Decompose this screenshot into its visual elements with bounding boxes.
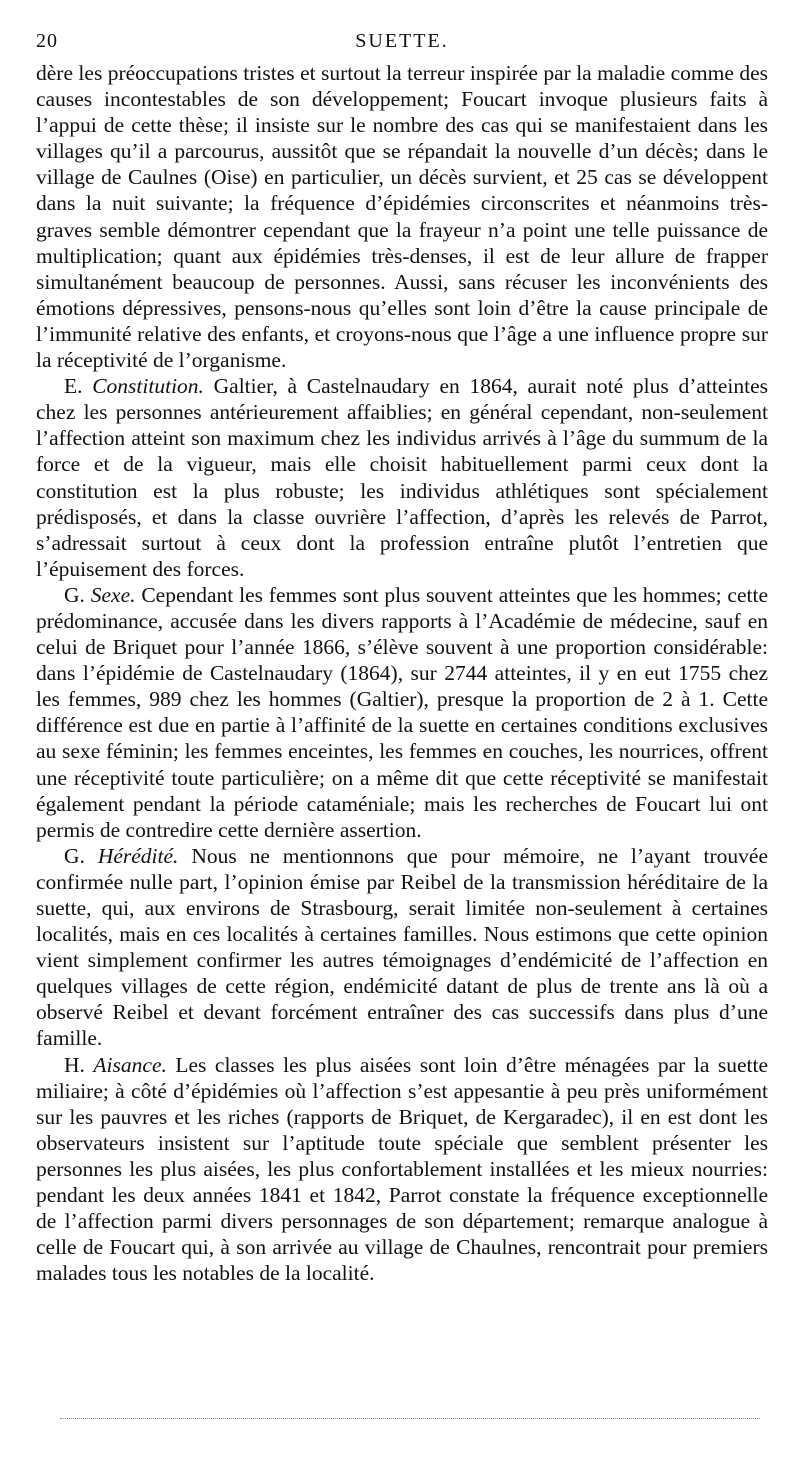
- section-letter: H.: [64, 1052, 85, 1077]
- paragraph-text: Cependant les femmes sont plus souvent atteintes que les hommes; cette prédominance, accusée dans les divers rapports à l’Académie de médecine, sauf en celui de Briquet pour l’année 1866, s’élève souvent à une proportion considérable: dans l’épidémie de Castelnaudary (1864), sur 2744 atteintes, il y en eut 1755 chez les femmes, 989 chez les hommes (Galtier), presque la proportion de 2 à 1. Cette différence est due en partie à l’affinité de la suette en certaines conditions exclusives au sexe féminin; les femmes enceintes, les femmes en couches, les nourrices, offrent une réceptivité toute particulière; on a même dit que cette réceptivité se manifestait également pendant la période cataméniale; mais les recherches de Foucart lui ont permis de contredire cette dernière assertion.: [36, 582, 769, 842]
- section-letter: G.: [64, 843, 85, 868]
- page-header: [36, 26, 768, 60]
- footer-divider: [60, 1418, 760, 1419]
- page-number: 20: [36, 30, 58, 52]
- paragraph-continuation: [36, 60, 768, 373]
- section-title: Aisance.: [93, 1052, 167, 1077]
- paragraph-aisance: [36, 1052, 768, 1287]
- paragraph-text: Les classes les plus aisées sont loin d’être ménagées par la suette miliaire; à côté d’épidémies où l’affection s’est appesantie à peu près uniformément sur les pauvres et les riches (rapports de Briquet, de Kergaradec), il en est dont les observateurs insistent sur l’aptitude toute spéciale que semblent présenter les personnes les plus aisées, les plus confortablement installées et les mieux nourries: pendant les deux années 1841 et 1842, Parrot constate la fréquence exceptionnelle de l’affection parmi divers personnages de son département; remarque analogue à celle de Foucart qui, à son arrivée au village de Chaulnes, rencontrait pour premiers malades tous les notables de la localité.: [36, 1052, 769, 1286]
- book-page: [36, 26, 768, 1286]
- section-letter: G.: [64, 582, 85, 607]
- paragraph-text: dère les préoccupations tristes et surtout la terreur inspirée par la maladie comme des causes incontestables de son développement; Foucart invoque plusieurs faits à l’appui de cette thèse; il insiste sur le nombre des cas qui se manifestaient dans les villages qu’il a parcourus, aussitôt que se répandait la nouvelle d’un décès; dans le village de Caulnes (Oise) en particulier, un décès survient, et 25 cas se développent dans la nuit suivante; la fréquence d’épidémies circonscrites et néanmoins très-graves semble démontrer cependant que la frayeur n’a point une telle puissance de multiplication; quant aux épidémies très-denses, il est de leur allure de frapper simultanément beaucoup de personnes. Aussi, sans récuser les inconvénients des émotions dépressives, pensons-nous qu’elles sont loin d’être la cause principale de l’immunité relative des enfants, et croyons-nous que l’âge a une influence propre sur la réceptivité de l’organisme.: [36, 61, 768, 373]
- section-title: Hérédité.: [97, 843, 179, 868]
- paragraph-sexe: [36, 582, 768, 843]
- paragraph-constitution: [36, 373, 768, 582]
- paragraph-text: Nous ne mentionnons que pour mémoire, ne l’ayant trouvée confirmée nulle part, l’opinion émise par Reibel de la transmission héréditaire de la suette, qui, aux environs de Strasbourg, serait limitée non-seulement à certaines localités, mais en ces localités à certaines familles. Nous estimons que cette opinion vient simplement confirmer les autres témoignages d’endémicité de l’affection en quelques villages de cette région, endémicité datant de plus de trente ans là où a observé Reibel et devant forcément entraîner des cas successifs dans plus d’une famille.: [36, 843, 768, 1051]
- paragraph-heredite: [36, 843, 768, 1052]
- section-title: Sexe.: [90, 582, 136, 607]
- section-title: Constitution.: [92, 374, 204, 399]
- body-text: [36, 60, 768, 1286]
- running-title: SUETTE.: [355, 30, 449, 52]
- paragraph-text: Galtier, à Castelnaudary en 1864, aurait noté plus d’atteintes chez les personnes antérieurement affaiblies; en général cependant, non-seulement l’affection atteint son maximum chez les individus arrivés à l’âge du summum de la force et de la vigueur, mais elle choisit habituellement parmi ceux dont la constitution est la plus robuste; les individus athlétiques sont spécialement prédisposés, et dans la classe ouvrière l’affection, d’après les relevés de Parrot, s’adressait surtout à ceux dont la profession entraîne plutôt l’entretien que l’épuisement des forces.: [36, 374, 768, 581]
- section-letter: E.: [64, 374, 83, 399]
